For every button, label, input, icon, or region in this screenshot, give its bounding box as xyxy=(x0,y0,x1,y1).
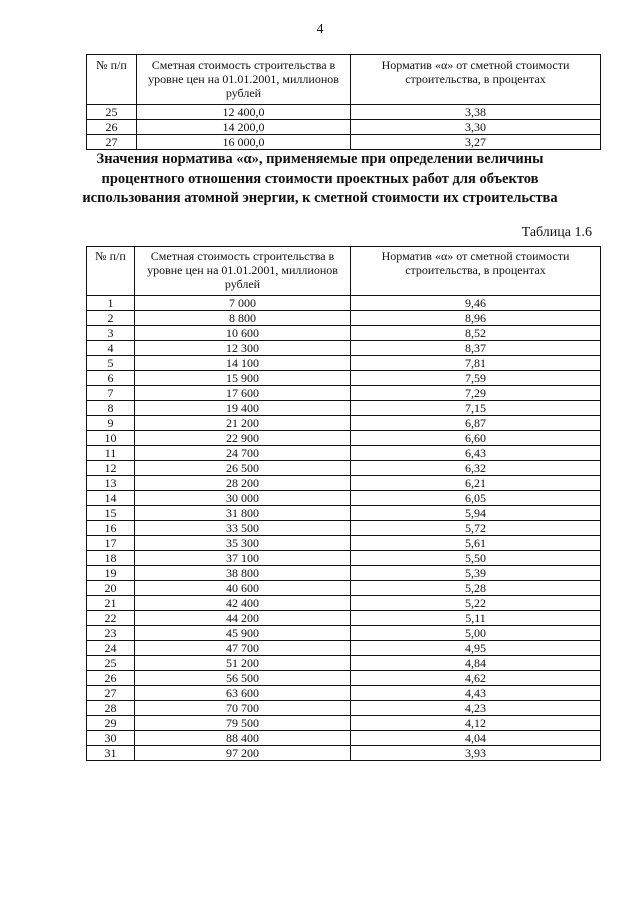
table-row xyxy=(87,356,601,371)
row-number-cell: 12 xyxy=(87,461,135,476)
cost-cell: 28 200 xyxy=(135,476,351,491)
norm-cell: 4,95 xyxy=(351,641,601,656)
norm-cell: 5,61 xyxy=(351,536,601,551)
norm-cell: 8,96 xyxy=(351,311,601,326)
top-table-header-cost: Сметная стоимость строительства в уровне цен на 01.01.2001, миллионов рублей xyxy=(137,55,351,105)
norm-cell: 8,52 xyxy=(351,326,601,341)
table-row xyxy=(87,386,601,401)
table-row xyxy=(87,596,601,611)
table-row xyxy=(87,656,601,671)
cost-cell: 97 200 xyxy=(135,746,351,761)
cost-cell: 7 000 xyxy=(135,296,351,311)
row-number-cell: 7 xyxy=(87,386,135,401)
table-row xyxy=(87,641,601,656)
top-table-header-norm: Норматив «α» от сметной стоимости строительства, в процентах xyxy=(351,55,601,105)
table-row xyxy=(87,476,601,491)
table-row xyxy=(87,401,601,416)
row-number-cell: 26 xyxy=(87,120,137,135)
norm-cell: 6,21 xyxy=(351,476,601,491)
cost-cell: 47 700 xyxy=(135,641,351,656)
table-row xyxy=(87,536,601,551)
norm-cell: 6,43 xyxy=(351,446,601,461)
row-number-cell: 19 xyxy=(87,566,135,581)
norm-cell: 6,60 xyxy=(351,431,601,446)
cost-cell: 15 900 xyxy=(135,371,351,386)
row-number-cell: 25 xyxy=(87,105,137,120)
cost-cell: 14 200,0 xyxy=(137,120,351,135)
cost-cell: 37 100 xyxy=(135,551,351,566)
table-row xyxy=(87,491,601,506)
norm-cell: 5,28 xyxy=(351,581,601,596)
row-number-cell: 16 xyxy=(87,521,135,536)
table-row xyxy=(87,716,601,731)
row-number-cell: 18 xyxy=(87,551,135,566)
table-row xyxy=(87,431,601,446)
row-number-cell: 17 xyxy=(87,536,135,551)
cost-cell: 19 400 xyxy=(135,401,351,416)
norm-cell: 8,37 xyxy=(351,341,601,356)
table-row xyxy=(87,566,601,581)
table-row xyxy=(87,746,601,761)
row-number-cell: 1 xyxy=(87,296,135,311)
row-number-cell: 22 xyxy=(87,611,135,626)
table-row xyxy=(87,731,601,746)
row-number-cell: 3 xyxy=(87,326,135,341)
norm-cell: 3,30 xyxy=(351,120,601,135)
row-number-cell: 27 xyxy=(87,135,137,150)
cost-cell: 21 200 xyxy=(135,416,351,431)
table-row xyxy=(87,626,601,641)
row-number-cell: 28 xyxy=(87,701,135,716)
table-label: Таблица 1.6 xyxy=(521,225,592,240)
row-number-cell: 13 xyxy=(87,476,135,491)
norm-cell: 7,81 xyxy=(351,356,601,371)
row-number-cell: 25 xyxy=(87,656,135,671)
table-row xyxy=(87,701,601,716)
norm-cell: 5,39 xyxy=(351,566,601,581)
table-row xyxy=(87,416,601,431)
cost-cell: 70 700 xyxy=(135,701,351,716)
norm-cell: 6,05 xyxy=(351,491,601,506)
norm-cell: 3,38 xyxy=(351,105,601,120)
cost-cell: 30 000 xyxy=(135,491,351,506)
norm-cell: 3,93 xyxy=(351,746,601,761)
norm-cell: 6,32 xyxy=(351,461,601,476)
main-table-header-norm: Норматив «α» от сметной стоимости строительства, в процентах xyxy=(351,247,601,296)
cost-cell: 12 300 xyxy=(135,341,351,356)
norm-cell: 4,04 xyxy=(351,731,601,746)
cost-cell: 33 500 xyxy=(135,521,351,536)
row-number-cell: 31 xyxy=(87,746,135,761)
row-number-cell: 29 xyxy=(87,716,135,731)
cost-cell: 35 300 xyxy=(135,536,351,551)
cost-cell: 56 500 xyxy=(135,671,351,686)
main-table-header-number: № п/п xyxy=(87,247,135,296)
table-row xyxy=(87,296,601,311)
row-number-cell: 2 xyxy=(87,311,135,326)
table-row xyxy=(87,311,601,326)
table-row xyxy=(87,326,601,341)
norm-cell: 4,12 xyxy=(351,716,601,731)
norm-cell: 3,27 xyxy=(351,135,601,150)
table-row xyxy=(87,671,601,686)
row-number-cell: 30 xyxy=(87,731,135,746)
cost-cell: 38 800 xyxy=(135,566,351,581)
table-row xyxy=(87,611,601,626)
norm-cell: 4,84 xyxy=(351,656,601,671)
row-number-cell: 15 xyxy=(87,506,135,521)
cost-cell: 10 600 xyxy=(135,326,351,341)
table-row xyxy=(87,506,601,521)
cost-cell: 26 500 xyxy=(135,461,351,476)
table-row xyxy=(87,521,601,536)
cost-cell: 42 400 xyxy=(135,596,351,611)
table-row xyxy=(87,551,601,566)
top-table-header-row xyxy=(87,55,601,105)
cost-cell: 12 400,0 xyxy=(137,105,351,120)
table-row xyxy=(87,135,601,150)
table-row xyxy=(87,371,601,386)
norm-cell: 4,62 xyxy=(351,671,601,686)
cost-cell: 45 900 xyxy=(135,626,351,641)
table-row xyxy=(87,341,601,356)
row-number-cell: 4 xyxy=(87,341,135,356)
table-row xyxy=(87,105,601,120)
row-number-cell: 9 xyxy=(87,416,135,431)
row-number-cell: 14 xyxy=(87,491,135,506)
page-number: 4 xyxy=(316,22,324,37)
norm-cell: 5,22 xyxy=(351,596,601,611)
norm-cell: 4,23 xyxy=(351,701,601,716)
table-row xyxy=(87,446,601,461)
row-number-cell: 5 xyxy=(87,356,135,371)
norm-cell: 5,11 xyxy=(351,611,601,626)
norm-cell: 5,94 xyxy=(351,506,601,521)
row-number-cell: 24 xyxy=(87,641,135,656)
top-table xyxy=(86,54,601,150)
cost-cell: 31 800 xyxy=(135,506,351,521)
cost-cell: 16 000,0 xyxy=(137,135,351,150)
cost-cell: 14 100 xyxy=(135,356,351,371)
cost-cell: 40 600 xyxy=(135,581,351,596)
cost-cell: 24 700 xyxy=(135,446,351,461)
main-table xyxy=(86,246,601,761)
cost-cell: 63 600 xyxy=(135,686,351,701)
cost-cell: 51 200 xyxy=(135,656,351,671)
cost-cell: 8 800 xyxy=(135,311,351,326)
cost-cell: 17 600 xyxy=(135,386,351,401)
row-number-cell: 11 xyxy=(87,446,135,461)
row-number-cell: 8 xyxy=(87,401,135,416)
table-row xyxy=(87,461,601,476)
norm-cell: 6,87 xyxy=(351,416,601,431)
section-heading: Значения норматива «α», применяемые при определении величины процентного отношения стоимости проектных работ для объектов использования атомной энергии, к сметной стоимости их строительства xyxy=(82,151,558,206)
cost-cell: 22 900 xyxy=(135,431,351,446)
main-table-header-cost: Сметная стоимость строительства в уровне цен на 01.01.2001, миллионов рублей xyxy=(135,247,351,296)
cost-cell: 44 200 xyxy=(135,611,351,626)
row-number-cell: 21 xyxy=(87,596,135,611)
table-row xyxy=(87,686,601,701)
row-number-cell: 20 xyxy=(87,581,135,596)
row-number-cell: 10 xyxy=(87,431,135,446)
cost-cell: 79 500 xyxy=(135,716,351,731)
table-row xyxy=(87,120,601,135)
norm-cell: 7,29 xyxy=(351,386,601,401)
table-row xyxy=(87,581,601,596)
norm-cell: 5,50 xyxy=(351,551,601,566)
row-number-cell: 27 xyxy=(87,686,135,701)
norm-cell: 7,59 xyxy=(351,371,601,386)
norm-cell: 5,00 xyxy=(351,626,601,641)
norm-cell: 9,46 xyxy=(351,296,601,311)
row-number-cell: 26 xyxy=(87,671,135,686)
top-table-header-number: № п/п xyxy=(87,55,137,105)
cost-cell: 88 400 xyxy=(135,731,351,746)
row-number-cell: 23 xyxy=(87,626,135,641)
row-number-cell: 6 xyxy=(87,371,135,386)
main-table-header-row xyxy=(87,247,601,296)
norm-cell: 4,43 xyxy=(351,686,601,701)
norm-cell: 7,15 xyxy=(351,401,601,416)
norm-cell: 5,72 xyxy=(351,521,601,536)
